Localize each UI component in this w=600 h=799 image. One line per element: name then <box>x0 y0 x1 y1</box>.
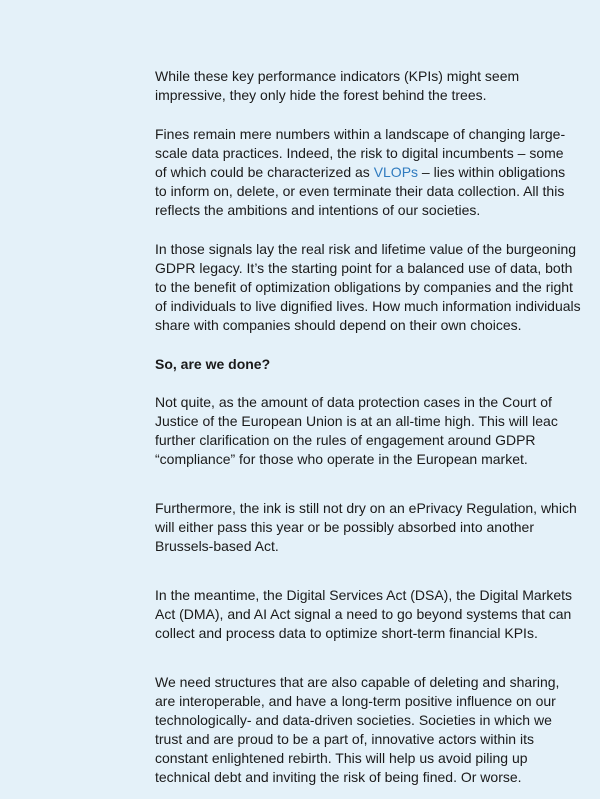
text-line: Fines remain mere numbers within a landscape of changing large- <box>155 126 566 142</box>
text-line: “compliance” for those who operate in the European market. <box>155 451 528 467</box>
text-line: technologically- and data-driven societies. Societies in which we <box>155 712 552 728</box>
heading-text: So, are we done? <box>155 356 271 372</box>
text-line: to the benefit of optimization obligations by companies and the right <box>155 279 573 295</box>
paragraph-structures <box>155 673 565 787</box>
paragraph-signals <box>155 240 581 335</box>
text-segment: of which could be characterized as <box>155 164 374 180</box>
paragraph-not-quite <box>155 393 565 469</box>
text-line: In the meantime, the Digital Services Act (DSA), the Digital Markets <box>155 587 573 603</box>
text-line: In those signals lay the real risk and lifetime value of the burgeoning <box>155 241 577 257</box>
text-line: GDPR legacy. It’s the starting point for a balanced use of data, both <box>155 260 573 276</box>
text-line: Not quite, as the amount of data protection cases in the Court of <box>155 394 552 410</box>
text-line-with-link <box>155 163 565 182</box>
text-line: technical debt and inviting the risk of being fined. Or worse. <box>155 769 522 785</box>
text-segment: – lies within obligations <box>418 164 566 180</box>
text-line: of individuals to live dignified lives. How much information individuals <box>155 298 581 314</box>
text-line: We need structures that are also capable of deleting and sharing, <box>155 674 560 690</box>
text-line: Furthermore, the ink is still not dry on an ePrivacy Regulation, which <box>155 500 577 516</box>
text-line: Justice of the European Union is at an all-time high. This will leac <box>155 413 558 429</box>
paragraph-kpis <box>155 67 565 105</box>
text-line: further clarification on the rules of engagement around GDPR <box>155 432 536 448</box>
text-line: constant enlightened rebirth. This will help us avoid piling up <box>155 750 528 766</box>
text-line: Brussels-based Act. <box>155 538 279 554</box>
vlops-link[interactable]: VLOPs <box>373 164 419 180</box>
text-line: While these key performance indicators (KPIs) might seem <box>155 68 520 84</box>
text-line: Act (DMA), and AI Act signal a need to go beyond systems that can <box>155 606 572 622</box>
text-line: are interoperable, and have a long-term positive influence on our <box>155 693 556 709</box>
text-line: trust and are proud to be a part of, innovative actors within its <box>155 731 534 747</box>
section-heading <box>155 355 565 374</box>
paragraph-meantime <box>155 586 573 643</box>
paragraph-fines <box>155 125 565 220</box>
text-line: will either pass this year or be possibly absorbed into another <box>155 519 534 535</box>
text-line: impressive, they only hide the forest behind the trees. <box>155 87 487 103</box>
paragraph-eprivacy <box>155 499 577 556</box>
text-line: share with companies should depend on their own choices. <box>155 317 522 333</box>
text-line: scale data practices. Indeed, the risk to digital incumbents – some <box>155 145 564 161</box>
text-line: reflects the ambitions and intentions of our societies. <box>155 202 481 218</box>
text-line: collect and process data to optimize short-term financial KPIs. <box>155 625 538 641</box>
text-line: to inform on, delete, or even terminate their data collection. All this <box>155 183 565 199</box>
